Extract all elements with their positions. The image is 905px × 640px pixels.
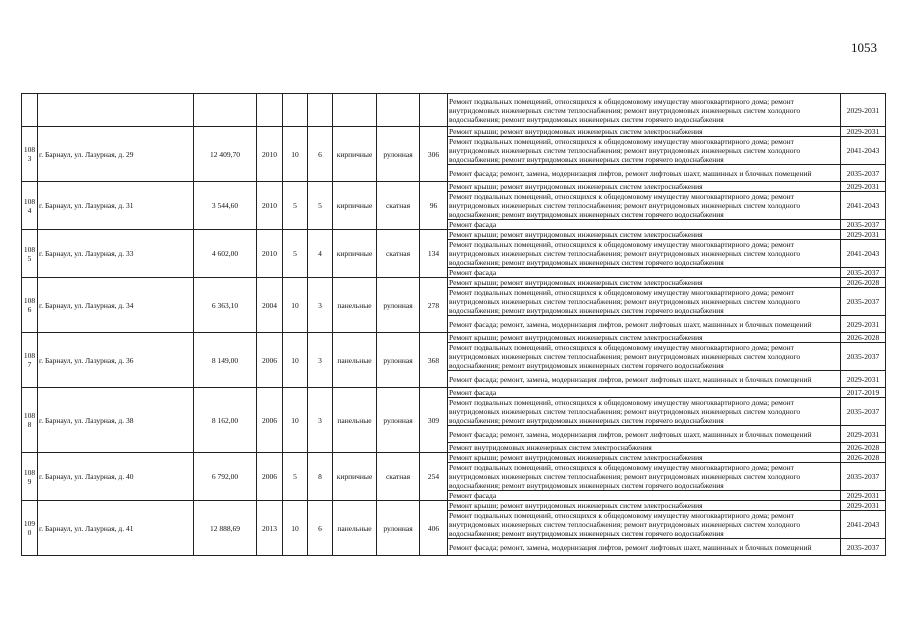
work-description: Ремонт подвальных помещений, относящихся к общедомовому имуществу многоквартирного дома; ремонт внутридомовых инженерных систем теплоснабжения; ремонт внутридомовых инженерных систем холодного водоснабжения; ремонт внутридомовых инженерных систем горячего водоснабжения [448,463,841,491]
work-period: 2035-2037 [841,539,886,556]
house-area: 8 149,00 [194,333,257,388]
page-number: 1053 [851,40,877,55]
work-period: 2035-2037 [841,343,886,371]
work-period: 2026-2028 [841,333,886,343]
work-period: 2029-2031 [841,230,886,240]
house-year [257,94,283,127]
work-period: 2029-2031 [841,491,886,501]
work-period: 2041-2043 [841,137,886,165]
work-period: 2029-2031 [841,94,886,127]
house-floors: 10 [283,278,308,333]
work-description: Ремонт подвальных помещений, относящихся к общедомовому имуществу многоквартирного дома; ремонт внутридомовых инженерных систем теплоснабжения; ремонт внутридомовых инженерных систем холодного водоснабжения; ремонт внутридомовых инженерных систем горячего водоснабжения [448,94,841,127]
work-description: Ремонт подвальных помещений, относящихся к общедомовому имуществу многоквартирного дома; ремонт внутридомовых инженерных систем теплоснабжения; ремонт внутридомовых инженерных систем холодного водоснабжения; ремонт внутридомовых инженерных систем горячего водоснабжения [448,288,841,316]
house-year: 2010 [257,127,283,182]
house-floors: 5 [283,230,308,278]
house-walls: панельные [333,501,377,556]
house-walls: кирпичные [333,182,377,230]
work-period: 2041-2043 [841,511,886,539]
house-residents: 96 [420,182,448,230]
house-number: 1087 [22,333,38,388]
house-number [22,94,38,127]
house-roof: рулонная [377,388,420,453]
house-number: 1085 [22,230,38,278]
house-residents: 368 [420,333,448,388]
house-year: 2010 [257,182,283,230]
table-row [22,333,886,343]
house-year: 2006 [257,453,283,501]
work-description: Ремонт крыши; ремонт внутридомовых инженерных систем электроснабжения [448,333,841,343]
table-row [22,230,886,240]
house-entrances: 3 [308,388,333,453]
table-row [22,453,886,463]
work-description: Ремонт крыши; ремонт внутридомовых инженерных систем электроснабжения [448,182,841,192]
house-number: 1083 [22,127,38,182]
work-period: 2026-2028 [841,453,886,463]
repair-schedule-table [21,93,886,556]
work-description: Ремонт фасада [448,491,841,501]
house-roof: скатная [377,453,420,501]
work-description: Ремонт крыши; ремонт внутридомовых инженерных систем электроснабжения [448,230,841,240]
house-year: 2010 [257,230,283,278]
work-description: Ремонт фасада [448,268,841,278]
work-description: Ремонт внутридомовых инженерных систем электроснабжения [448,443,841,453]
house-area: 12 409,70 [194,127,257,182]
work-period: 2041-2043 [841,240,886,268]
house-address: г. Барнаул, ул. Лазурная, д. 38 [38,388,194,453]
work-description: Ремонт подвальных помещений, относящихся к общедомовому имуществу многоквартирного дома; ремонт внутридомовых инженерных систем теплоснабжения; ремонт внутридомовых инженерных систем холодного водоснабжения; ремонт внутридомовых инженерных систем горячего водоснабжения [448,240,841,268]
house-entrances: 5 [308,182,333,230]
house-area [194,94,257,127]
work-period: 2017-2019 [841,388,886,398]
work-period: 2035-2037 [841,463,886,491]
house-walls: кирпичные [333,127,377,182]
house-roof: скатная [377,230,420,278]
house-residents: 406 [420,501,448,556]
work-description: Ремонт фасада; ремонт, замена, модернизация лифтов, ремонт лифтовых шахт, машинных и блочных помещений [448,165,841,182]
house-floors [283,94,308,127]
house-floors: 10 [283,127,308,182]
house-roof: рулонная [377,127,420,182]
house-address [38,94,194,127]
work-description: Ремонт крыши; ремонт внутридомовых инженерных систем электроснабжения [448,501,841,511]
house-area: 8 162,00 [194,388,257,453]
house-year: 2013 [257,501,283,556]
house-entrances: 6 [308,501,333,556]
house-entrances: 4 [308,230,333,278]
house-address: г. Барнаул, ул. Лазурная, д. 33 [38,230,194,278]
work-description: Ремонт подвальных помещений, относящихся к общедомовому имуществу многоквартирного дома; ремонт внутридомовых инженерных систем теплоснабжения; ремонт внутридомовых инженерных систем холодного водоснабжения; ремонт внутридомовых инженерных систем горячего водоснабжения [448,343,841,371]
house-address: г. Барнаул, ул. Лазурная, д. 40 [38,453,194,501]
house-entrances: 3 [308,278,333,333]
work-period: 2029-2031 [841,182,886,192]
house-walls: панельные [333,333,377,388]
table-row [22,94,886,127]
house-area: 6 792,00 [194,453,257,501]
house-residents: 278 [420,278,448,333]
house-walls [333,94,377,127]
work-description: Ремонт фасада; ремонт, замена, модернизация лифтов, ремонт лифтовых шахт, машинных и блочных помещений [448,539,841,556]
work-period: 2029-2031 [841,501,886,511]
house-walls: панельные [333,278,377,333]
work-description: Ремонт фасада; ремонт, замена, модернизация лифтов, ремонт лифтовых шахт, машинных и блочных помещений [448,426,841,443]
table-row [22,127,886,137]
house-roof [377,94,420,127]
house-number: 1088 [22,388,38,453]
house-roof: рулонная [377,501,420,556]
house-floors: 5 [283,453,308,501]
house-entrances [308,94,333,127]
table-row [22,501,886,511]
house-walls: панельные [333,388,377,453]
house-number: 1089 [22,453,38,501]
work-description: Ремонт подвальных помещений, относящихся к общедомовому имуществу многоквартирного дома; ремонт внутридомовых инженерных систем теплоснабжения; ремонт внутридомовых инженерных систем холодного водоснабжения; ремонт внутридомовых инженерных систем горячего водоснабжения [448,511,841,539]
work-period: 2029-2031 [841,371,886,388]
house-residents: 254 [420,453,448,501]
house-floors: 5 [283,182,308,230]
work-period: 2029-2031 [841,426,886,443]
table-row [22,278,886,288]
table-body [22,94,886,556]
house-area: 6 363,10 [194,278,257,333]
house-residents: 306 [420,127,448,182]
work-period: 2026-2028 [841,443,886,453]
house-entrances: 3 [308,333,333,388]
house-number: 1084 [22,182,38,230]
table-row [22,388,886,398]
house-address: г. Барнаул, ул. Лазурная, д. 34 [38,278,194,333]
work-description: Ремонт подвальных помещений, относящихся к общедомовому имуществу многоквартирного дома; ремонт внутридомовых инженерных систем теплоснабжения; ремонт внутридомовых инженерных систем холодного водоснабжения; ремонт внутридомовых инженерных систем горячего водоснабжения [448,192,841,220]
house-area: 4 602,00 [194,230,257,278]
work-period: 2035-2037 [841,398,886,426]
house-year: 2004 [257,278,283,333]
work-description: Ремонт крыши; ремонт внутридомовых инженерных систем электроснабжения [448,127,841,137]
work-period: 2035-2037 [841,220,886,230]
work-description: Ремонт фасада [448,220,841,230]
house-address: г. Барнаул, ул. Лазурная, д. 29 [38,127,194,182]
house-roof: скатная [377,182,420,230]
house-area: 3 544,60 [194,182,257,230]
house-year: 2006 [257,388,283,453]
work-description: Ремонт фасада; ремонт, замена, модернизация лифтов, ремонт лифтовых шахт, машинных и блочных помещений [448,316,841,333]
work-period: 2029-2031 [841,127,886,137]
house-walls: кирпичные [333,230,377,278]
work-period: 2035-2037 [841,268,886,278]
house-walls: кирпичные [333,453,377,501]
house-entrances: 6 [308,127,333,182]
house-entrances: 8 [308,453,333,501]
house-floors: 10 [283,388,308,453]
house-floors: 10 [283,501,308,556]
house-residents [420,94,448,127]
work-period: 2035-2037 [841,165,886,182]
work-period: 2029-2031 [841,316,886,333]
table-row [22,182,886,192]
work-period: 2041-2043 [841,192,886,220]
house-roof: рулонная [377,278,420,333]
house-number: 1090 [22,501,38,556]
house-residents: 134 [420,230,448,278]
house-residents: 309 [420,388,448,453]
house-floors: 10 [283,333,308,388]
work-description: Ремонт подвальных помещений, относящихся к общедомовому имуществу многоквартирного дома; ремонт внутридомовых инженерных систем теплоснабжения; ремонт внутридомовых инженерных систем холодного водоснабжения; ремонт внутридомовых инженерных систем горячего водоснабжения [448,137,841,165]
work-description: Ремонт фасада; ремонт, замена, модернизация лифтов, ремонт лифтовых шахт, машинных и блочных помещений [448,371,841,388]
house-area: 12 888,69 [194,501,257,556]
work-period: 2026-2028 [841,278,886,288]
house-address: г. Барнаул, ул. Лазурная, д. 41 [38,501,194,556]
house-roof: рулонная [377,333,420,388]
house-address: г. Барнаул, ул. Лазурная, д. 31 [38,182,194,230]
house-address: г. Барнаул, ул. Лазурная, д. 36 [38,333,194,388]
work-description: Ремонт крыши; ремонт внутридомовых инженерных систем электроснабжения [448,278,841,288]
house-year: 2006 [257,333,283,388]
house-number: 1086 [22,278,38,333]
work-description: Ремонт подвальных помещений, относящихся к общедомовому имуществу многоквартирного дома; ремонт внутридомовых инженерных систем теплоснабжения; ремонт внутридомовых инженерных систем холодного водоснабжения; ремонт внутридомовых инженерных систем горячего водоснабжения [448,398,841,426]
work-description: Ремонт фасада [448,388,841,398]
work-description: Ремонт крыши; ремонт внутридомовых инженерных систем электроснабжения [448,453,841,463]
work-period: 2035-2037 [841,288,886,316]
